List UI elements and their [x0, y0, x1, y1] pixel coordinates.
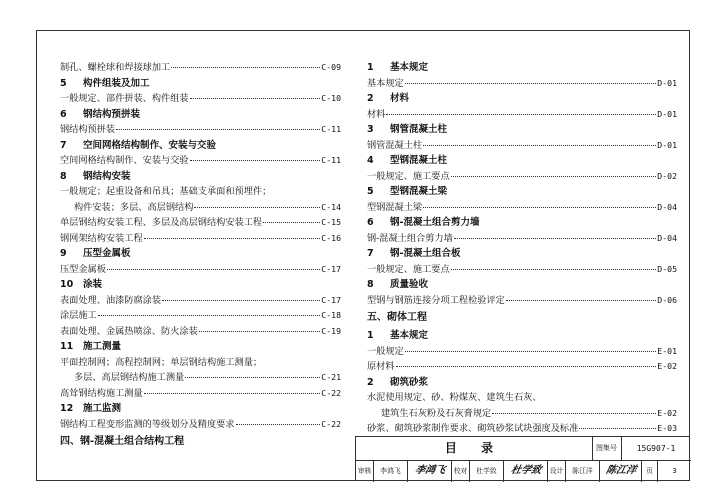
designer-signature: 陈江洋 [600, 460, 642, 482]
toc-entry [60, 324, 341, 340]
page-code: D-01 [657, 139, 677, 150]
entry-text: 单层钢结构安装工程、多层及高层钢结构安装工程 [60, 217, 263, 228]
checker-name: 杜学致 [470, 460, 504, 482]
section-number: 10 [60, 279, 74, 290]
reviewer-signature: 李鸿飞 [408, 460, 452, 482]
page-code: C-17 [321, 263, 341, 274]
entry-text: 表面处理、金属热喷涂、防火涂装 [60, 325, 198, 337]
section-number: 6 [367, 217, 374, 228]
dot-leader [116, 123, 320, 130]
section-title: 砌筑砂浆 [390, 376, 429, 388]
toc-entry [367, 107, 677, 123]
section-number: 1 [367, 330, 374, 341]
dot-leader [386, 108, 656, 115]
section-title: 型钢混凝土梁 [390, 186, 448, 197]
section-title: 钢结构安装 [83, 170, 131, 182]
dot-leader [263, 216, 320, 223]
dot-leader [185, 371, 320, 378]
page-code: E-01 [657, 345, 677, 356]
title-block [355, 436, 690, 481]
section-number: 2 [367, 376, 374, 388]
entry-text: 材料 [367, 108, 386, 120]
page-code: C-14 [321, 201, 341, 212]
part-title: 四、钢-混凝土组合结构工程 [60, 436, 185, 447]
toc-entry [367, 76, 677, 92]
designer-name: 陈江洋 [566, 460, 600, 482]
toc-entry [60, 60, 341, 76]
entry-text: 型钢与钢筋连接分项工程检验评定 [367, 294, 505, 306]
page-code: E-02 [657, 407, 677, 418]
dot-leader [190, 92, 321, 99]
toc-section-heading [60, 401, 341, 417]
section-number: 9 [60, 248, 67, 259]
page-code: C-11 [321, 124, 341, 134]
toc-entry [60, 308, 341, 324]
page-code: C-10 [321, 93, 341, 103]
toc-part-heading [367, 308, 677, 328]
toc-section-heading [367, 328, 677, 344]
dot-leader [190, 154, 321, 161]
part-title: 五、砌体工程 [367, 312, 427, 323]
page-code: D-04 [657, 201, 677, 212]
toc-entry-text [60, 355, 341, 371]
entry-text: 钢结构预拼装 [60, 124, 116, 135]
entry-text: 一般规定；起重设备和吊具；基础支承面和预埋件； [60, 186, 272, 197]
page-number: 3 [672, 467, 677, 475]
toc-entry [60, 386, 341, 402]
entry-text: 空间网格结构制作、安装与交验 [60, 155, 189, 166]
dot-leader [492, 407, 656, 414]
toc-entry [367, 421, 677, 437]
toc-section-heading [367, 184, 677, 200]
toc-entry-text [60, 184, 341, 200]
entry-text: 钢管混凝土柱 [367, 139, 423, 151]
toc-entry [60, 231, 341, 247]
page-code: E-03 [657, 423, 677, 433]
section-title: 材料 [390, 93, 410, 104]
page-code: D-06 [657, 294, 677, 305]
section-number: 6 [60, 108, 67, 120]
section-title: 钢结构预拼装 [83, 108, 141, 120]
toc-section-heading [60, 76, 341, 92]
page-code: E-02 [657, 361, 677, 371]
signature-row [356, 460, 691, 482]
page-code: C-17 [321, 294, 341, 305]
entry-text: 建筑生石灰粉及石灰膏规定 [381, 407, 492, 419]
section-title: 构件组装及加工 [83, 77, 150, 89]
reviewer-name: 李鸿飞 [374, 460, 408, 482]
section-number: 2 [367, 93, 374, 104]
dot-leader [162, 294, 320, 301]
toc-entry [60, 91, 341, 107]
toc-section-heading [367, 246, 677, 262]
reviewer-label: 审核 [356, 460, 374, 482]
toc-section-heading [367, 122, 677, 138]
entry-text: 多层、高层钢结构施工测量 [74, 372, 185, 383]
toc-left-column [60, 60, 341, 452]
section-number: 12 [60, 403, 74, 414]
toc-entry [367, 138, 677, 154]
entry-text: 一般规定、部件拼装、构件组装 [60, 93, 189, 104]
toc-entry [367, 293, 677, 309]
toc-entry [60, 122, 341, 138]
toc-entry [60, 200, 341, 216]
section-title: 施工测量 [83, 341, 122, 352]
entry-text: 涂层施工 [60, 310, 97, 321]
toc-entry [60, 262, 341, 278]
toc-section-heading [60, 277, 341, 293]
entry-text: 基本规定 [367, 77, 404, 89]
section-number: 8 [60, 170, 67, 182]
entry-text: 高耸钢结构施工测量 [60, 387, 143, 399]
section-title: 型钢混凝土柱 [390, 155, 448, 166]
entry-text: 钢网架结构安装工程 [60, 232, 143, 244]
toc-entry [367, 262, 677, 278]
toc-entry [60, 370, 341, 386]
section-number: 1 [367, 62, 374, 73]
checker-label: 校对 [452, 460, 470, 482]
page-code: C-15 [321, 217, 341, 227]
checker-signature: 杜学致 [504, 460, 548, 482]
entry-text: 一般规定 [367, 345, 404, 357]
toc-section-heading [367, 215, 677, 231]
toc-section-heading [367, 277, 677, 293]
section-number: 11 [60, 341, 74, 352]
section-title: 质量验收 [390, 279, 429, 290]
section-title: 基本规定 [390, 62, 429, 73]
toc-entry [60, 153, 341, 169]
section-number: 8 [367, 279, 374, 290]
page-code: C-09 [321, 62, 341, 72]
entry-text: 构件安装；多层、高层钢结构 [74, 201, 194, 213]
dot-leader [236, 418, 321, 425]
dot-leader [144, 387, 321, 394]
dot-leader [451, 263, 657, 270]
dot-leader [98, 309, 321, 316]
toc-entry [60, 215, 341, 231]
toc-section-heading [367, 153, 677, 169]
page-code: C-21 [321, 372, 341, 382]
dot-leader [107, 263, 320, 270]
entry-text: 一般规定、施工要点 [367, 170, 450, 182]
dot-leader [579, 422, 656, 429]
dot-leader [451, 170, 657, 177]
toc-section-heading [367, 60, 677, 76]
page-code: D-01 [657, 77, 677, 88]
toc-section-heading [367, 375, 677, 391]
section-title: 基本规定 [390, 330, 429, 341]
entry-text: 型钢混凝土梁 [367, 201, 423, 213]
drawing-title: 目 录 [356, 437, 593, 461]
page-code: C-16 [321, 232, 341, 243]
atlas-label: 图集号 [592, 437, 622, 461]
toc-section-heading [60, 107, 341, 123]
section-title: 空间网格结构制作、安装与交验 [83, 139, 217, 151]
dot-leader [423, 139, 656, 146]
designer-label: 设计 [548, 460, 566, 482]
toc-section-heading [60, 246, 341, 262]
page-code: D-05 [657, 263, 677, 274]
page-code: D-04 [657, 232, 677, 243]
page-label: 页 [642, 460, 658, 482]
section-number: 5 [367, 186, 374, 197]
page-code: C-19 [321, 325, 341, 336]
section-title: 压型金属板 [83, 248, 131, 259]
entry-text: 一般规定、施工要点 [367, 263, 450, 275]
dot-leader [396, 360, 657, 367]
dot-leader [199, 325, 320, 332]
section-title: 施工监测 [83, 403, 122, 414]
section-number: 7 [60, 139, 67, 151]
section-title: 钢管混凝土柱 [390, 124, 448, 135]
section-number: 7 [367, 248, 374, 259]
page-code: D-02 [657, 170, 677, 181]
dot-leader [405, 345, 657, 352]
toc-entry [367, 344, 677, 360]
dot-leader [405, 77, 657, 84]
dot-leader [194, 201, 320, 208]
toc-right-column [367, 60, 677, 437]
entry-text: 砂浆、砌筑砂浆制作要求、砌筑砂浆试块强度及标准 [367, 423, 579, 434]
entry-text: 制孔、螺栓球和焊接球加工 [60, 62, 171, 73]
entry-text: 表面处理、油漆防腐涂装 [60, 294, 162, 306]
page-code: C-18 [321, 310, 341, 320]
entry-text: 钢-混凝土组合剪力墙 [367, 232, 453, 244]
dot-leader [171, 61, 320, 68]
dot-leader [423, 201, 656, 208]
section-title: 涂装 [83, 279, 103, 290]
section-number: 3 [367, 124, 374, 135]
atlas-number: 15G907-1 [621, 437, 691, 461]
toc-entry [367, 359, 677, 375]
entry-text: 平面控制网；高程控制网；单层钢结构施工测量； [60, 356, 263, 368]
page-code: C-22 [321, 387, 341, 398]
toc-section-heading [60, 339, 341, 355]
entry-text: 压型金属板 [60, 263, 106, 275]
toc-entry [367, 231, 677, 247]
section-number: 4 [367, 155, 374, 166]
toc-entry [60, 417, 341, 433]
toc-entry [367, 406, 677, 422]
toc-section-heading [60, 169, 341, 185]
entry-text: 水泥使用规定、砂、粉煤灰、建筑生石灰、 [367, 392, 542, 403]
page-code: D-01 [657, 108, 677, 119]
toc-section-heading [367, 91, 677, 107]
toc-entry [367, 169, 677, 185]
dot-leader [144, 232, 321, 239]
dot-leader [506, 294, 656, 301]
entry-text: 原材料 [367, 361, 395, 372]
dot-leader [454, 232, 656, 239]
page-code: C-11 [321, 155, 341, 165]
page-code: C-22 [321, 418, 341, 429]
toc-entry-text [367, 390, 677, 406]
section-title: 钢-混凝土组合剪力墙 [390, 217, 480, 228]
section-number: 5 [60, 77, 67, 89]
entry-text: 钢结构工程变形监测的等级划分及精度要求 [60, 418, 235, 430]
toc-part-heading [60, 432, 341, 452]
toc-section-heading [60, 138, 341, 154]
section-title: 钢-混凝土组合板 [390, 248, 461, 259]
toc-entry [367, 200, 677, 216]
toc-entry [60, 293, 341, 309]
